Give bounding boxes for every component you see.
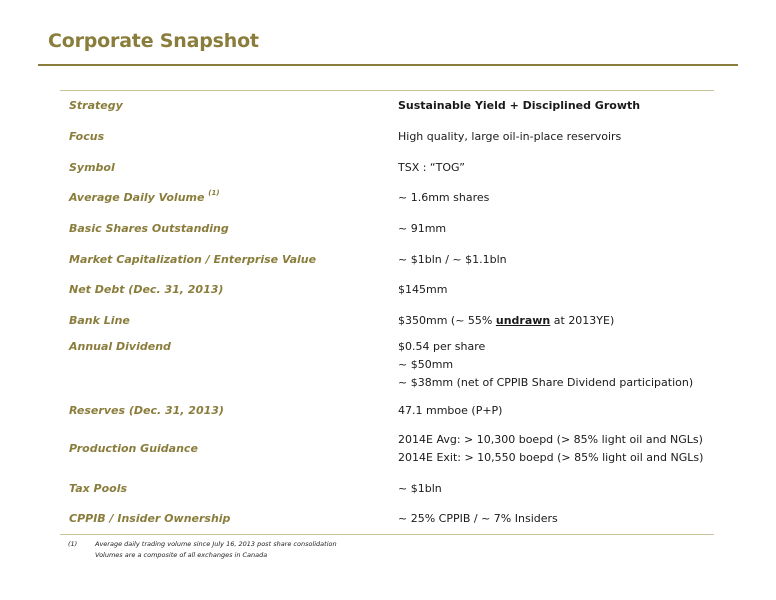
row-value: ~ 25% CPPIB / ~ 7% Insiders bbox=[398, 512, 558, 525]
value-line: ~ $38mm (net of CPPIB Share Dividend participation) bbox=[398, 376, 694, 389]
row-label: Basic Shares Outstanding bbox=[69, 222, 229, 235]
footnote-line: Average daily trading volume since July 16, 2013 post share consolidation bbox=[95, 540, 337, 548]
row-label: Symbol bbox=[69, 161, 115, 174]
row-value: $145mm bbox=[398, 283, 448, 296]
row-value: 47.1 mmboe (P+P) bbox=[398, 404, 503, 417]
value-line: 2014E Exit: > 10,550 boepd (> 85% light oil and NGLs) bbox=[398, 451, 704, 464]
row-value: High quality, large oil-in-place reservoirs bbox=[398, 130, 622, 143]
row-label: Production Guidance bbox=[69, 442, 198, 455]
row-value: ~ $1bln bbox=[398, 482, 442, 495]
row-value bbox=[398, 431, 703, 467]
value-line: $0.54 per share bbox=[398, 340, 486, 353]
row-value bbox=[398, 338, 693, 392]
row-label: Tax Pools bbox=[69, 482, 128, 495]
page-title: Corporate Snapshot bbox=[48, 30, 259, 52]
value-line: 2014E Avg: > 10,300 boepd (> 85% light oil and NGLs) bbox=[398, 433, 703, 446]
value-line: ~ $50mm bbox=[398, 358, 454, 371]
table-top-divider bbox=[60, 90, 714, 91]
row-label: Focus bbox=[69, 130, 105, 143]
row-label: CPPIB / Insider Ownership bbox=[69, 512, 231, 525]
value-suffix: at 2013YE) bbox=[550, 314, 615, 327]
row-label: Reserves (Dec. 31, 2013) bbox=[69, 404, 224, 417]
row-value bbox=[398, 314, 614, 327]
row-value: TSX : “TOG” bbox=[398, 161, 465, 174]
row-label: Annual Dividend bbox=[69, 340, 171, 353]
row-value: ~ $1bln / ~ $1.1bln bbox=[398, 253, 507, 266]
title-divider bbox=[38, 64, 738, 66]
row-label: Market Capitalization / Enterprise Value bbox=[69, 253, 317, 266]
row-label: Bank Line bbox=[69, 314, 130, 327]
value-emphasis: undrawn bbox=[495, 314, 551, 327]
footnote-marker: (1) bbox=[68, 540, 78, 548]
table-bottom-divider bbox=[60, 534, 714, 535]
value-prefix: $350mm (~ 55% bbox=[398, 314, 496, 327]
row-label bbox=[69, 191, 220, 204]
row-value: ~ 91mm bbox=[398, 222, 447, 235]
row-label: Net Debt (Dec. 31, 2013) bbox=[69, 283, 224, 296]
footnote-line: Volumes are a composite of all exchanges in Canada bbox=[95, 551, 268, 559]
row-value: Sustainable Yield + Disciplined Growth bbox=[398, 99, 641, 112]
footnote-reference: (1) bbox=[208, 189, 220, 197]
row-label-text: Average Daily Volume bbox=[69, 191, 205, 204]
row-value: ~ 1.6mm shares bbox=[398, 191, 490, 204]
row-label: Strategy bbox=[69, 99, 123, 112]
